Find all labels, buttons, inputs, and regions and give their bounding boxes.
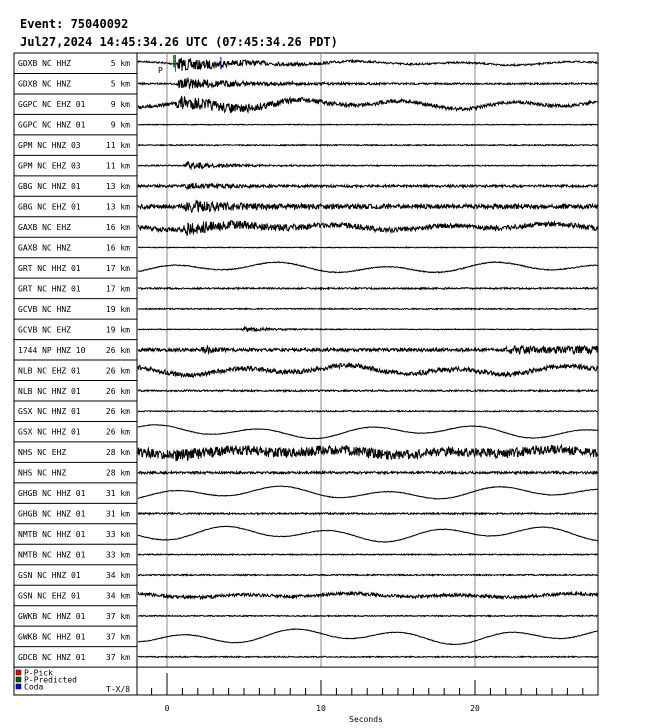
station-distance: 26 km [105, 345, 130, 355]
station-label: GDXB NC HNZ [18, 79, 71, 89]
waveform-trace [138, 471, 598, 473]
station-distance: 13 km [105, 202, 130, 212]
station-label: GAXB NC EHZ [18, 222, 71, 232]
station-distance: 17 km [105, 284, 130, 294]
axis-tick-label: 10 [316, 704, 326, 713]
station-label: GRT NC HHZ 01 [18, 263, 81, 273]
station-label: GCVB NC HNZ [18, 304, 71, 314]
waveform-trace [138, 346, 598, 354]
station-distance: 5 km [110, 59, 130, 69]
waveform-trace [138, 513, 598, 515]
station-label: GCVB NC EHZ [18, 325, 71, 335]
station-distance: 31 km [105, 489, 130, 499]
station-label: GRT NC HNZ 01 [18, 284, 81, 294]
station-distance: 28 km [105, 468, 130, 478]
waveform-trace [138, 288, 598, 290]
station-distance: 19 km [105, 304, 130, 314]
station-distance: 26 km [105, 386, 130, 396]
station-label: GSX NC HNZ 01 [18, 407, 81, 417]
station-distance: 33 km [105, 550, 130, 560]
station-distance: 11 km [105, 161, 130, 171]
station-label: NLB NC HNZ 01 [18, 386, 81, 396]
event-id: Event: 75040092 [20, 17, 129, 31]
station-label: GBG NC HNZ 01 [18, 182, 81, 192]
station-label: GSN NC HNZ 01 [18, 570, 81, 580]
waveform-trace [138, 221, 598, 236]
scale-label: T-X/8 [106, 685, 131, 694]
station-distance: 34 km [105, 570, 130, 580]
station-label: GGPC NC HNZ 01 [18, 120, 86, 130]
station-label: GAXB NC HNZ [18, 243, 71, 253]
station-distance: 16 km [105, 222, 130, 232]
station-label: GPM NC EHZ 03 [18, 161, 81, 171]
waveform-trace [138, 145, 598, 146]
legend-swatch [16, 684, 21, 689]
station-label: GWKB NC HNZ 01 [18, 611, 86, 621]
station-distance: 37 km [105, 632, 130, 642]
station-label: 1744 NP HNZ 10 [18, 345, 86, 355]
station-label: NMTB NC HHZ 01 [18, 530, 86, 540]
station-distance: 34 km [105, 591, 130, 601]
station-label: GPM NC HNZ 03 [18, 141, 81, 151]
waveform-trace [138, 554, 598, 555]
station-distance: 9 km [110, 100, 130, 110]
axis-tick-label: 20 [470, 704, 480, 713]
waveform-trace [138, 308, 598, 309]
station-label: NLB NC EHZ 01 [18, 366, 81, 376]
station-distance: 33 km [105, 530, 130, 540]
waveform-trace [138, 124, 598, 125]
waveform-trace [138, 262, 598, 273]
station-label: NHS NC EHZ [18, 448, 67, 458]
station-distance: 17 km [105, 263, 130, 273]
station-label: GHGB NC HNZ 01 [18, 509, 86, 519]
station-label: GHGB NC HHZ 01 [18, 489, 86, 499]
waveform-trace [138, 592, 598, 599]
p-pick-label: P [158, 66, 163, 75]
waveform-trace [138, 59, 598, 71]
station-distance: 26 km [105, 407, 130, 417]
waveform-trace [138, 526, 598, 542]
waveform-trace [138, 327, 598, 332]
station-distance: 31 km [105, 509, 130, 519]
station-distance: 9 km [110, 120, 130, 130]
station-label: GWKB NC HHZ 01 [18, 632, 86, 642]
waveform-trace [138, 78, 598, 89]
legend-swatch [16, 670, 21, 675]
waveform-trace [138, 615, 598, 616]
station-distance: 28 km [105, 448, 130, 458]
waveform-trace [138, 183, 598, 189]
station-distance: 13 km [105, 182, 130, 192]
waveform-trace [138, 162, 598, 169]
station-label: NHS NC HNZ [18, 468, 67, 478]
station-distance: 11 km [105, 141, 130, 151]
station-label: GDCB NC HNZ 01 [18, 652, 86, 662]
station-label: GBG NC EHZ 01 [18, 202, 81, 212]
waveform-trace [138, 411, 598, 412]
waveform-trace [138, 247, 598, 248]
station-label: GSX NC HHZ 01 [18, 427, 81, 437]
station-label: NMTB NC HNZ 01 [18, 550, 86, 560]
station-label: GSN NC EHZ 01 [18, 591, 81, 601]
station-distance: 26 km [105, 427, 130, 437]
station-distance: 19 km [105, 325, 130, 335]
legend-label: Coda [24, 682, 44, 692]
waveform-trace [138, 363, 598, 377]
axis-tick-label: 0 [164, 704, 170, 713]
waveform-trace [138, 201, 598, 213]
legend-label: P-Pick [24, 668, 53, 678]
waveform-trace [138, 486, 598, 499]
waveform-trace [138, 629, 598, 645]
station-distance: 5 km [110, 79, 130, 89]
event-datetime: Jul27,2024 14:45:34.26 UTC (07:45:34.26 PDT) [20, 35, 338, 49]
station-distance: 37 km [105, 611, 130, 621]
waveform-trace [138, 390, 598, 392]
x-axis-label: Seconds [349, 715, 383, 724]
station-distance: 16 km [105, 243, 130, 253]
legend-label: P-Predicted [24, 675, 77, 685]
legend-swatch [16, 677, 21, 682]
waveform-trace [138, 96, 598, 112]
waveform-trace [138, 574, 598, 575]
station-distance: 37 km [105, 652, 130, 662]
station-label: GGPC NC EHZ 01 [18, 100, 86, 110]
waveform-trace [138, 656, 598, 657]
station-distance: 26 km [105, 366, 130, 376]
waveform-trace [138, 445, 598, 461]
station-label: GDXB NC HHZ [18, 59, 71, 69]
waveform-trace [138, 425, 598, 439]
